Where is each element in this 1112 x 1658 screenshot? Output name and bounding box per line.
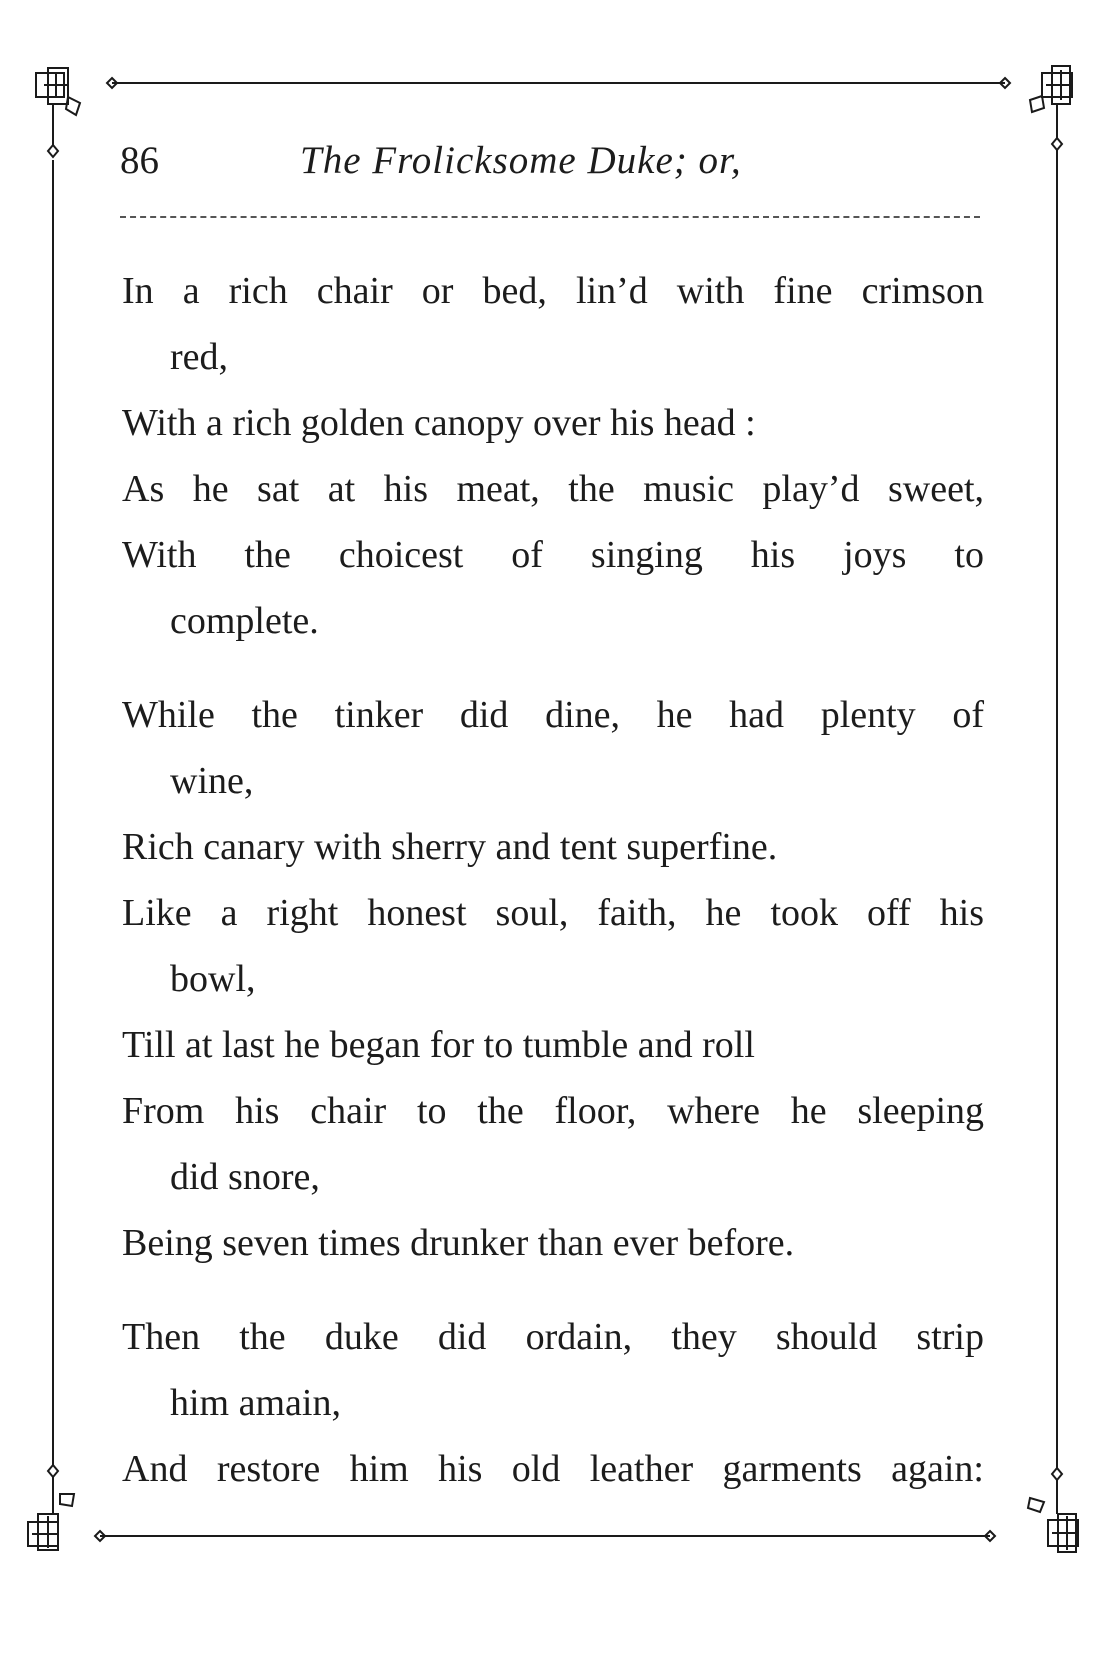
verse-line-continuation: complete. [170,600,319,642]
verse-line-continuation: him amain, [170,1382,341,1424]
verse-line-continuation: wine, [170,760,254,802]
verse-line: With a rich golden canopy over his head : [122,402,756,444]
poem-body [122,258,984,1530]
diamond-ornament [1052,138,1062,150]
verse-line: Being seven times drunker than ever before. [122,1222,795,1264]
stanza [122,258,984,654]
stanza [122,1304,984,1502]
stanza [122,682,984,1276]
verse-line: From his chair to the floor, where he sleeping [122,1090,984,1132]
diamond-ornament [48,1465,58,1477]
verse-line: Like a right honest soul, faith, he took off his [122,892,984,934]
page-header [120,133,980,193]
diamond-ornament [1052,1468,1062,1480]
verse-line: Till at last he began for to tumble and roll [122,1024,755,1066]
verse-line-continuation: bowl, [170,958,256,1000]
corner-ornament-top-right [1030,66,1072,138]
verse-line: As he sat at his meat, the music play’d sweet, [122,468,984,510]
corner-ornament-bottom-right [1028,1480,1078,1552]
corner-ornament-top-left [36,68,80,145]
running-title: The Frolicksome Duke; or, [300,139,742,182]
page-number: 86 [120,139,159,182]
verse-line-continuation: did snore, [170,1156,320,1198]
verse-line: With the choicest of singing his joys to [122,534,984,576]
verse-line: Rich canary with sherry and tent superfine. [122,826,778,868]
header-rule [120,216,980,218]
verse-line: And restore him his old leather garments again: [122,1448,984,1490]
verse-line-continuation: red, [170,336,229,378]
verse-line: While the tinker did dine, he had plenty of [122,694,984,736]
corner-ornament-bottom-left [28,1477,74,1550]
verse-line: In a rich chair or bed, lin’d with fine crimson [122,270,984,312]
diamond-ornament [48,145,58,157]
verse-line: Then the duke did ordain, they should strip [122,1316,984,1358]
